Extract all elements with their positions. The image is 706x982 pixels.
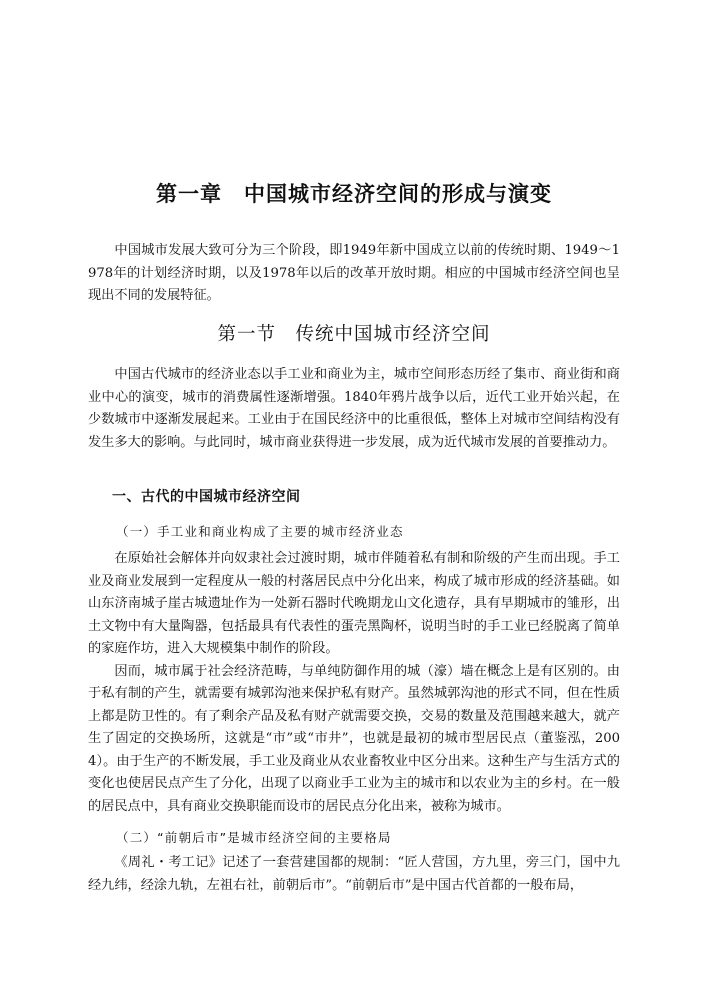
section-paragraph: 中国古代城市的经济业态以手工业和商业为主，城市空间形态历经了集市、商业街和商业中心的演变，城市的消费属性逐渐增强。1840年鸦片战争以后，近代工业开始兴起，在少数城市中逐渐发展起来。工业由于在国民经济中的比重很低，整体上对城市空间结构没有发生多大的影响。与此同时，城市商业获得进一步发展，成为近代城市发展的首要推动力。 [88,367,620,450]
subsubsection-body-1 [88,548,620,818]
subsubsection-heading-1: （一）手工业和商业构成了主要的城市经济业态 [116,524,404,539]
body-paragraph: 《周礼・考工记》记述了一套营建国都的规制：“匠人营国，方九里，旁三门，国中九经九纬，经涂九轨，左祖右社，前朝后市”。“前朝后市”是中国古代首都的一般布局， [88,855,620,893]
chapter-title: 第一章 中国城市经济空间的形成与演变 [156,182,552,206]
intro-section [88,240,620,308]
section-body [88,364,620,454]
subsection-heading: 一、古代的中国城市经济空间 [112,489,301,505]
section-title: 第一节 传统中国城市经济空间 [217,324,491,345]
subsubsection-body-2 [88,852,620,897]
body-paragraph: 在原始社会解体并向奴隶社会过渡时期，城市伴随着私有制和阶级的产生而出现。手工业及商业发展到一定程度从一般的村落居民点中分化出来，构成了城市形成的经济基础。如山东济南城子崖古城遗址作为一处新石器时代晚期龙山文化遗存，具有早期城市的雏形，出土文物中有大量陶器，包括最具有代表性的蛋壳黑陶杯，说明当时的手工业已经脱离了简单的家庭作坊，进入大规模集中制作的阶段。 [88,551,620,656]
subsubsection-heading-2: （二）“前朝后市”是城市经济空间的主要格局 [116,830,392,845]
body-paragraph: 因而，城市属于社会经济范畴，与单纯防御作用的城（濠）墙在概念上是有区别的。由于私有制的产生，就需要有城郭沟池来保护私有财产。虽然城郭沟池的形式不同，但在性质上都是防卫性的。有了剩余产品及私有财产就需要交换，交易的数量及范围越来越大，就产生了固定的交换场所，这就是“市”或“市井”，也就是最初的城市型居民点（董鉴泓，2004）。由于生产的不断发展，手工业及商业从农业畜牧业中区分出来。这种生产与生活方式的变化也使居民点产生了分化，出现了以商业手工业为主的城市和以农业为主的乡村。在一般的居民点中，具有商业交换职能而设市的居民点分化出来，被称为城市。 [88,663,620,814]
intro-paragraph: 中国城市发展大致可分为三个阶段，即1949年新中国成立以前的传统时期、1949～1978年的计划经济时期，以及1978年以后的改革开放时期。相应的中国城市经济空间也呈现出不同的发展特征。 [88,243,620,303]
